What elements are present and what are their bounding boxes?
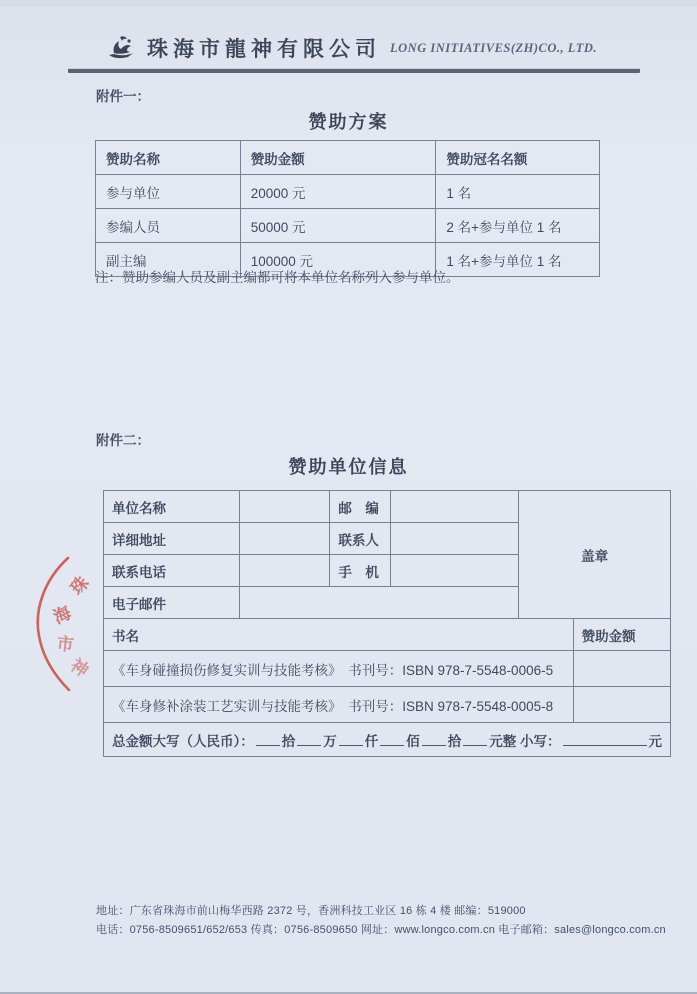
small-amount-label: 小写：: [520, 733, 561, 749]
sponsorship-note: 注：赞助参编人员及副主编都可将本单位名称列入参与单位。: [95, 270, 460, 285]
contact-value-cell: [391, 523, 519, 555]
total-amount-line: [104, 723, 671, 757]
seal-character: 珠: [67, 573, 93, 599]
address-label: 详细地址: [104, 523, 240, 555]
dragon-boat-logo-icon: [106, 33, 138, 63]
letterhead-rule: [68, 68, 640, 73]
table-row: [96, 209, 600, 243]
amount-blank: [463, 732, 487, 746]
book1-amount-cell: [573, 651, 670, 687]
phone-label: 联系电话: [104, 555, 240, 587]
seal-character: 海: [50, 603, 74, 628]
mobile-label: 手 机: [330, 555, 391, 587]
book1-title: 《车身碰撞损伤修复实训与技能考核》 书刊号：ISBN 978-7-5548-0006-5: [104, 651, 574, 687]
company-seal-cell: 盖章: [519, 491, 671, 619]
seal-character: 市: [55, 634, 75, 655]
attachment1-label: 附件一：: [96, 89, 150, 104]
amount-blank: [380, 732, 404, 746]
form-row-unit-name: [104, 491, 671, 523]
small-amount-blank: [563, 732, 647, 746]
cell-row2-name: 参编人员: [96, 209, 241, 243]
books-header-row: [104, 619, 671, 651]
unit-name-value-cell: [239, 491, 330, 523]
company-name-english: LONG INITIATIVES(ZH)CO., LTD.: [390, 40, 597, 55]
contact-label: 联系人: [330, 523, 391, 555]
amount-blank: [256, 732, 280, 746]
postcode-value-cell: [391, 491, 519, 523]
sponsor-amount-header: 赞助金额: [573, 619, 670, 651]
cell-row1-quota: 1 名: [436, 175, 600, 209]
total-amount-row: [104, 723, 671, 757]
sponsorship-plan-table: [95, 140, 600, 277]
address-value-cell: [239, 523, 330, 555]
footer-address-line: 地址：广东省珠海市前山梅华西路 2372 号，香洲科技工业区 16 栋 4 楼 邮编：519000: [96, 905, 526, 917]
book2-amount-cell: [573, 687, 670, 723]
book-row: [104, 651, 671, 687]
total-amount-label: 总金额大写（人民币）：: [112, 733, 254, 749]
attachment2-label: 附件二：: [96, 433, 150, 448]
unit-shi2: 拾: [447, 733, 462, 749]
scan-edge-top: [0, 0, 697, 7]
company-name-chinese: 珠海市龍神有限公司: [147, 37, 381, 61]
col-header-sponsor-amount: 赞助金额: [240, 141, 436, 175]
amount-blank: [297, 732, 321, 746]
table-header-row: [96, 141, 600, 175]
cell-row3-name: 副主编: [96, 243, 241, 277]
unit-bai: 佰: [406, 733, 420, 749]
sponsor-info-table: [103, 490, 671, 757]
email-value-cell: [239, 587, 519, 619]
sponsorship-plan-title: 赞助方案: [308, 112, 389, 132]
unit-shi: 拾: [281, 733, 296, 749]
amount-blank: [339, 732, 363, 746]
amount-blank: [422, 732, 446, 746]
footer-contact-info: [96, 902, 666, 940]
cell-row2-amount: 50000 元: [240, 209, 436, 243]
cell-row3-quota: 1 名+参与单位 1 名: [436, 243, 600, 277]
unit-qian: 仟: [364, 733, 379, 749]
col-header-sponsor-name: 赞助名称: [96, 141, 241, 175]
book2-title: 《车身修补涂装工艺实训与技能考核》 书刊号：ISBN 978-7-5548-0005-8: [104, 687, 574, 723]
cell-row2-quota: 2 名+参与单位 1 名: [436, 209, 600, 243]
sponsor-info-title: 赞助单位信息: [288, 457, 409, 477]
seal-character: 神: [67, 655, 92, 681]
letterhead: [106, 33, 597, 63]
unit-wan: 万: [323, 733, 337, 749]
book-title-header: 书名: [104, 619, 574, 651]
cell-row1-amount: 20000 元: [240, 175, 436, 209]
unit-name-label: 单位名称: [104, 491, 240, 523]
yuan-zheng-suffix: 元整: [489, 733, 517, 749]
cell-row1-name: 参与单位: [96, 175, 241, 209]
phone-value-cell: [239, 555, 330, 587]
col-header-naming-quota: 赞助冠名名额: [436, 141, 600, 175]
yuan-suffix: 元: [648, 733, 663, 749]
cell-row3-amount: 100000 元: [240, 243, 436, 277]
table-row: [96, 175, 600, 209]
postcode-label: 邮 编: [330, 491, 391, 523]
footer-phone-line: 电话：0756-8509651/652/653 传真：0756-8509650 网址：www.longco.com.cn 电子邮箱：sales@longco.com.cn: [96, 924, 666, 936]
mobile-value-cell: [391, 555, 519, 587]
email-label: 电子邮件: [104, 587, 240, 619]
book-row: [104, 687, 671, 723]
